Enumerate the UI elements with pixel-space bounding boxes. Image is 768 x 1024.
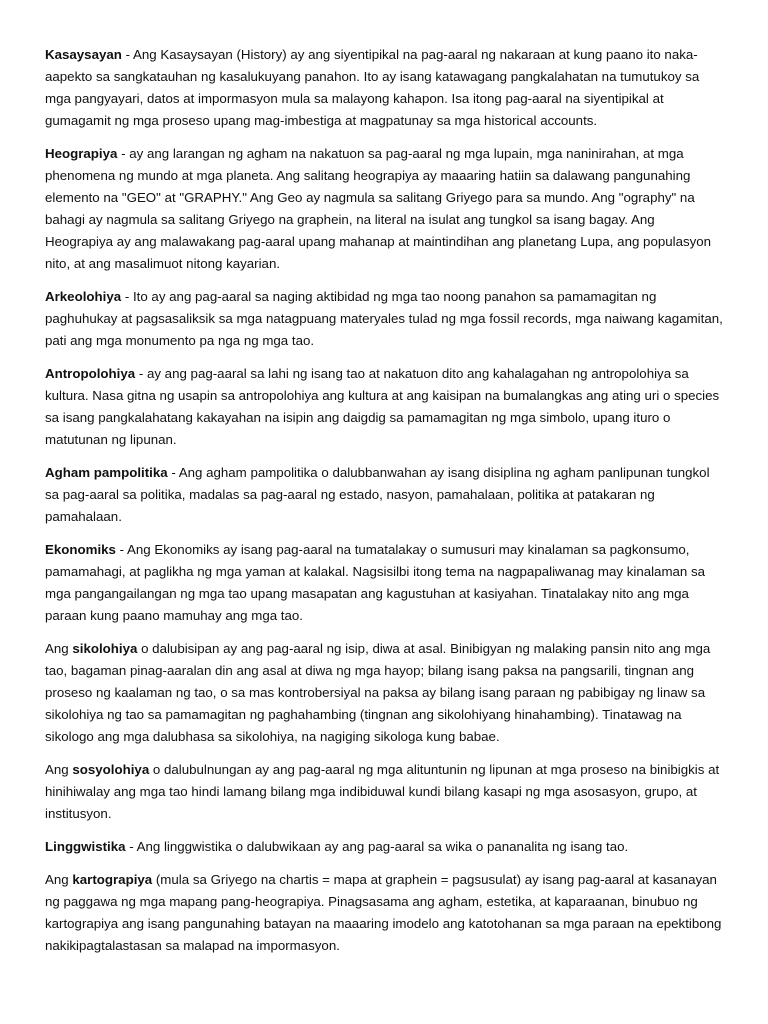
definition-text: - Ang Ekonomiks ay isang pag-aaral na tumatalakay o sumusuri may kinalaman sa pagkonsumo, pamamahagi, at paglikha ng mga yaman at kalakal. Nagsisilbi itong tema na nagpapaliwanag may kinalaman sa mga pangangailangan ng mga tao upang masapatan ang kagustuhan at kasiyahan. Tinatalakay nito ang mga paraan kung paano mamuhay ang mga tao.	[45, 542, 706, 623]
paragraph-sosyolohiya	[45, 759, 725, 825]
paragraph-agham-pampolitika	[45, 462, 725, 528]
paragraph-sikolohiya	[45, 638, 725, 748]
paragraph-prefix: Ang	[45, 641, 73, 656]
paragraph-arkeolohiya	[45, 286, 725, 352]
paragraph-kartograpiya	[45, 869, 725, 957]
paragraph-linggwistika	[45, 836, 725, 858]
term-antropolohiya: Antropolohiya	[45, 366, 136, 381]
term-kartograpiya: kartograpiya	[72, 872, 153, 887]
term-ekonomiks: Ekonomiks	[45, 542, 116, 557]
definition-text: o dalubisipan ay ang pag-aaral ng isip, diwa at asal. Binibigyan ng malaking pansin nito ang mga tao, bagaman pinag-aaralan din ang asal at diwa ng mga hayop; bilang isang paksa na pangsarili, tingnan ang proseso ng kaalaman ng tao, o sa mas kontrobersiyal na paksa ay bilang isang paraan ng pabibigay ng linaw sa sikolohiya ng tao sa pamamagitan ng paghahambing (tingnan ang sikolohiyang hinahambing). Tinatawag na sikologo ang mga dalubhasa sa sikolohiya, na nagiging sikologa kung babae.	[45, 641, 711, 744]
paragraph-antropolohiya	[45, 363, 725, 451]
definition-text: - ay ang pag-aaral sa lahi ng isang tao at nakatuon dito ang kahalagahan ng antropolohiya sa kultura. Nasa gitna ng usapin sa antropolohiya ang kultura at ang kaisipan na bumalangkas ang ating uri o species sa isang pangkalahatang kakayahan na isipin ang daigdig sa pamamagitan ng mga simbolo, upang ituro o matutunan ng lipunan.	[45, 366, 720, 447]
paragraph-prefix: Ang	[45, 762, 73, 777]
definition-text: - Ang Kasaysayan (History) ay ang siyentipikal na pag-aaral ng nakaraan at kung paano ito naka-aapekto sa sangkatauhan ng kasalukuyang panahon. Ito ay isang katawagang pangkalahatan na tumutukoy sa mga pangyayari, datos at impormasyon mula sa malayong kahapon. Isa itong pag-aaral na siyentipikal at gumagamit ng mga proseso upang mag-imbestiga at magpatunay sa mga historical accounts.	[45, 47, 700, 128]
paragraph-ekonomiks	[45, 539, 725, 627]
definition-text: - Ang agham pampolitika o dalubbanwahan ay isang disiplina ng agham panlipunan tungkol sa pag-aaral sa politika, madalas sa pag-aaral ng estado, nasyon, pamahalaan, politika at patakaran ng pamahalaan.	[45, 465, 710, 524]
term-arkeolohiya: Arkeolohiya	[45, 289, 122, 304]
definition-text: - Ang linggwistika o dalubwikaan ay ang pag-aaral sa wika o pananalita ng isang tao.	[125, 839, 629, 854]
definition-text: - Ito ay ang pag-aaral sa naging aktibidad ng mga tao noong panahon sa pamamagitan ng paghuhukay at pagsasaliksik sa mga natagpuang materyales tulad ng mga fossil records, mga naiwang kagamitan, pati ang mga monumento pa nga ng mga tao.	[45, 289, 723, 348]
term-heograpiya: Heograpiya	[45, 146, 118, 161]
term-sosyolohiya: sosyolohiya	[72, 762, 150, 777]
paragraph-heograpiya	[45, 143, 725, 275]
term-linggwistika: Linggwistika	[45, 839, 126, 854]
definition-text: o dalubulnungan ay ang pag-aaral ng mga alituntunin ng lipunan at mga proseso na binibigkis at hinihiwalay ang mga tao hindi lamang bilang mga indibiduwal kundi bilang kasapi ng mga asosasyon, grupo, at institusyon.	[45, 762, 720, 821]
definition-text: (mula sa Griyego na chartis = mapa at graphein = pagsusulat) ay isang pag-aaral at kasanayan ng paggawa ng mga mapang pang-heograpiya. Pinagsasama ang agham, estetika, at kaparaanan, binubuo ng kartograpiya ang isang pangunahing batayan na maaaring imodelo ang katotohanan sa mga paraan na epektibong nakikipagtalastasan sa malapad na impormasyon.	[45, 872, 722, 953]
term-agham-pampolitika: Agham pampolitika	[45, 465, 168, 480]
term-kasaysayan: Kasaysayan	[45, 47, 122, 62]
paragraph-prefix: Ang	[45, 872, 73, 887]
definition-text: - ay ang larangan ng agham na nakatuon sa pag-aaral ng mga lupain, mga naninirahan, at mga phenomena ng mundo at mga planeta. Ang salitang heograpiya ay maaaring hatiin sa dalawang pangunahing elemento na "GEO" at "GRAPHY." Ang Geo ay nagmula sa salitang Griyego para sa mundo. Ang "ography" na bahagi ay nagmula sa salitang Griyego na graphein, na literal na isulat ang tungkol sa isang bagay. Ang Heograpiya ay ang malawakang pag-aaral upang mahanap at maintindihan ang planetang Lupa, ang populasyon nito, at ang masalimuot nitong kayarian.	[45, 146, 712, 271]
paragraph-kasaysayan	[45, 44, 725, 132]
term-sikolohiya: sikolohiya	[72, 641, 138, 656]
document-page	[45, 44, 725, 968]
